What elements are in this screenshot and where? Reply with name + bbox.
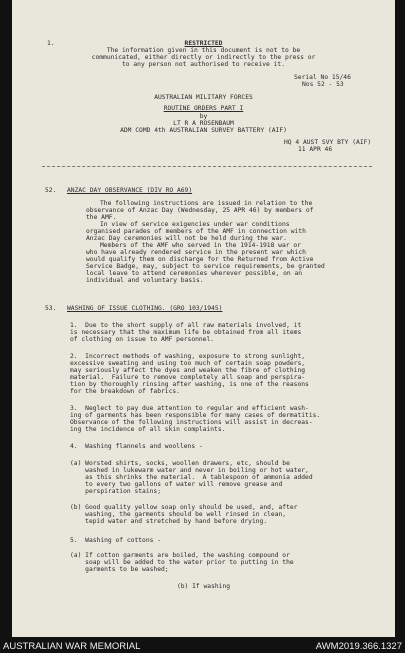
warning-line-1: The information given in this document is not to be — [106, 47, 301, 54]
warning-line-2: communicated, either directly or indirectly to the press or — [91, 54, 316, 61]
item-53-number: 53. — [45, 305, 57, 312]
para-3-line: Observance of the following instructions will assist in decreas- — [70, 419, 313, 426]
item-52-line: Anzac Day ceremonies will not be held during the war. — [86, 235, 287, 242]
para-4a-line: (a) Worsted shirts, socks, woollen drawers, etc, should be — [70, 460, 290, 467]
para-2-line: material. Failure to remove completely all soap and perspira- — [70, 374, 306, 381]
para-4a-line: perspiration stains; — [70, 488, 161, 495]
footer-institution: AUSTRALIAN WAR MEMORIAL — [3, 641, 141, 652]
item-53-title: WASHING OF ISSUE CLOTHING. (GRO 103/1945) — [67, 305, 223, 312]
header-officer: LT R A ROSENBAUM — [173, 120, 234, 127]
separator-rule — [42, 166, 372, 167]
para-4-heading: 4. Washing flannels and woollens - — [70, 443, 203, 450]
item-52-line: Members of the AMF who served in the 1914-1918 war or — [100, 242, 301, 249]
header-orders: ROUTINE ORDERS PART I — [163, 105, 244, 112]
item-52-line: observance of Anzac Day (Wednesday, 25 APR 46) by members of — [86, 207, 314, 214]
para-3-line: ing of garments has been responsible for many cases of dermatitis. — [70, 412, 321, 419]
para-2-line: 2. Incorrect methods of washing, exposure to strong sunlight, — [70, 353, 306, 360]
item-52-number: 52. — [45, 187, 57, 194]
continuation-line: (b) If washing — [176, 583, 231, 590]
header-forces: AUSTRALIAN MILITARY FORCES — [154, 94, 253, 101]
item-52-line: individual and voluntary basis. — [86, 277, 204, 284]
item-52-line: Service Badge, may, subject to service requirements, be granted — [86, 263, 325, 270]
para-4a-line: washed in lukewarm water and never in boiling or hot water, — [70, 467, 309, 474]
header-by: by — [199, 113, 208, 120]
para-2-line: excessive sweating and using too much of certain soap powders, — [70, 360, 306, 367]
para-2-line: tion by thoroughly rinsing after washing, is one of the reasons — [70, 381, 309, 388]
para-2-line: may seriously affect the dyes and weaken the fibre of clothing — [70, 367, 306, 374]
order-date: 11 APR 46 — [298, 146, 333, 153]
para-5a-line: soap will be added to the water prior to putting in the — [70, 559, 294, 566]
warning-line-3: to any person not authorised to receive it. — [121, 61, 285, 68]
item-52-line: In view of service exigencies under war conditions — [100, 221, 290, 228]
item-52-line: local leave to attend ceremonies wherever possible, on an — [86, 270, 303, 277]
para-2-line: for the breakdown of fabrics. — [70, 388, 180, 395]
item-52-line: would qualify them on discharge for the Returned from Active — [86, 256, 314, 263]
serial-number: Serial No 15/46 — [294, 74, 351, 81]
item-52-line: The following instructions are issued in relation to the — [100, 200, 313, 207]
item-52-line: who have already rendered service in the present war which — [86, 249, 306, 256]
hq-location: HQ 4 AUST SVY BTY (AIF) — [284, 139, 372, 146]
para-5a-line: (a) If cotton garments are boiled, the washing compound or — [70, 552, 290, 559]
para-4a-line: as this shrinks the material. A tablespoon of ammonia added — [70, 474, 313, 481]
para-4a-line: to every two gallons of water will remove grease and — [70, 481, 283, 488]
footer-catalogue-number: AWM2019.366.1327 — [315, 641, 402, 652]
para-5a-line: garments to be washed; — [70, 566, 169, 573]
para-5-heading: 5. Washing of cottons - — [70, 537, 161, 544]
para-4b-line: tepid water and stretched by hand before drying. — [70, 518, 268, 525]
para-1-line: 1. Due to the short supply of all raw materials involved, it — [70, 322, 302, 329]
item-52-line: the AMF. — [86, 214, 117, 221]
document-page — [12, 0, 395, 637]
para-3-line: 3. Neglect to pay due attention to regular and efficient wash- — [70, 405, 309, 412]
item-52-line: organised parades of members of the AMF in connection with — [86, 228, 306, 235]
header-command: ADM COMD 4th AUSTRALIAN SURVEY BATTERY (AIF) — [120, 127, 287, 134]
order-numbers: Nos 52 - 53 — [302, 81, 344, 88]
para-4b-line: washing, the garments should be well rinsed in clean, — [70, 511, 287, 518]
archive-footer — [0, 637, 405, 653]
classification-label: RESTRICTED — [184, 40, 223, 47]
item-52-title: ANZAC DAY OBSERVANCE (DIV RO A69) — [67, 187, 193, 194]
page-number: 1. — [47, 40, 55, 47]
para-3-line: ing the incidence of all skin complaints. — [70, 426, 226, 433]
para-1-line: is necessary that the maximum life be obtained from all items — [70, 329, 302, 336]
para-4b-line: (b) Good quality yellow soap only should be used, and, after — [70, 504, 298, 511]
para-1-line: of clothing on issue to AMF personnel. — [70, 336, 215, 343]
